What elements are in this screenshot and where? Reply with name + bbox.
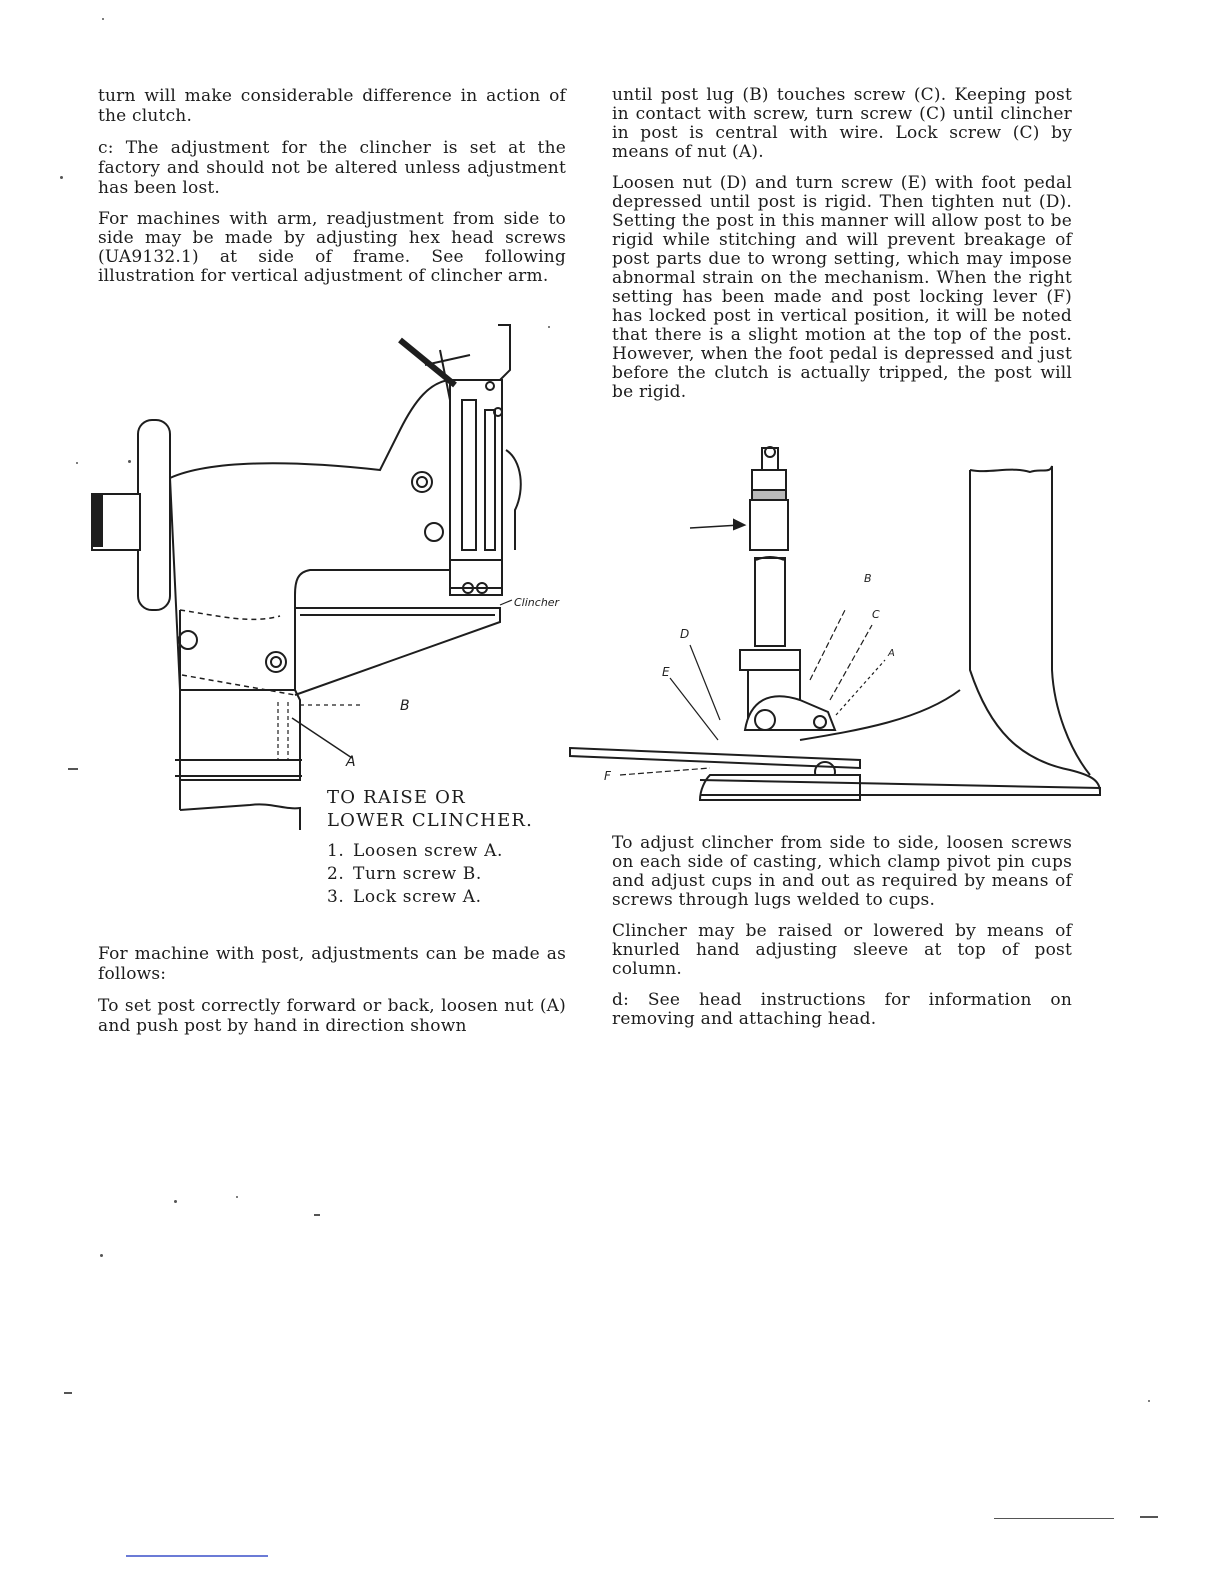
raise-lower-instructions	[327, 786, 587, 909]
paragraph-raise-lower: Clincher may be raised or lowered by means of knurled hand adjusting sleeve at top of post column.	[612, 921, 1072, 979]
right-column	[612, 86, 1072, 414]
arm-machine-illustration	[70, 310, 590, 830]
caption-title-line2: LOWER CLINCHER.	[327, 810, 534, 831]
handwheel	[138, 420, 170, 610]
label-e: E	[662, 665, 670, 679]
list-item: 2. Turn screw B.	[327, 864, 482, 884]
label-a: A	[888, 648, 895, 659]
list-item: 1. Loosen screw A.	[327, 841, 503, 861]
label-b: B	[864, 572, 872, 585]
paragraph-post-lug: until post lug (B) touches screw (C). Keeping post in contact with screw, turn screw (C) until clincher in post is central with wire. Lock screw (C) by means of nut (A).	[612, 85, 1072, 162]
caption-title-line1: TO RAISE OR	[327, 787, 466, 808]
paragraph-post-machine: For machine with post, adjustments can be made as follows:	[98, 944, 566, 984]
label-d: D	[680, 627, 690, 641]
label-b: B	[400, 698, 410, 714]
list-item: 3. Lock screw A.	[327, 887, 482, 907]
paragraph-arm-readjustment: For machines with arm, readjustment from side to side may be made by adjusting hex head screws (UA9132.1) at side of frame. See following illustration for vertical adjustment of clincher arm.	[98, 209, 566, 286]
bottom-rule	[126, 1555, 268, 1557]
label-a: A	[346, 754, 356, 770]
paragraph-clutch-note: turn will make considerable difference in action of the clutch.	[98, 86, 566, 126]
clincher-label: Clincher	[514, 596, 560, 609]
paragraph-side-to-side: To adjust clincher from side to side, loosen screws on each side of casting, which clamp pivot pin cups and adjust cups in and out as required by means of screws through lugs welded to cups.	[612, 833, 1072, 910]
post-column	[755, 558, 785, 646]
frame-body	[170, 380, 450, 690]
paragraph-clincher-factory: c: The adjustment for the clincher is set at the factory and should not be altered unless adjustment has been lost.	[98, 138, 566, 198]
label-c: C	[872, 608, 880, 621]
steps-list	[327, 840, 587, 909]
pedal-rod	[570, 748, 860, 768]
label-f: F	[604, 769, 611, 783]
post-machine-illustration	[560, 430, 1120, 830]
side-to-side-text	[612, 834, 1072, 1041]
paragraph-set-post: To set post correctly forward or back, loosen nut (A) and push post by hand in direction shown	[98, 996, 566, 1036]
paragraph-nut-d: Loosen nut (D) and turn screw (E) with foot pedal depressed until post is rigid. Then tighten nut (D). Setting the post in this manner will allow post to be rigid while stitching and will prevent breakage of post parts due to wrong setting, which may impose abnormal strain on the mechanism. When the right setting has been made and post locking lever (F) has locked post in vertical position, it will be noted that there is a slight motion at the top of the post. However, when the foot pedal is depressed and just before the clutch is actually tripped, the post will be rigid.	[612, 173, 1072, 402]
clincher-arm	[295, 608, 500, 695]
paragraph-head-instructions: d: See head instructions for information on removing and attaching head.	[612, 990, 1072, 1029]
left-column	[98, 86, 566, 298]
post-adjustment-text	[98, 944, 566, 1048]
